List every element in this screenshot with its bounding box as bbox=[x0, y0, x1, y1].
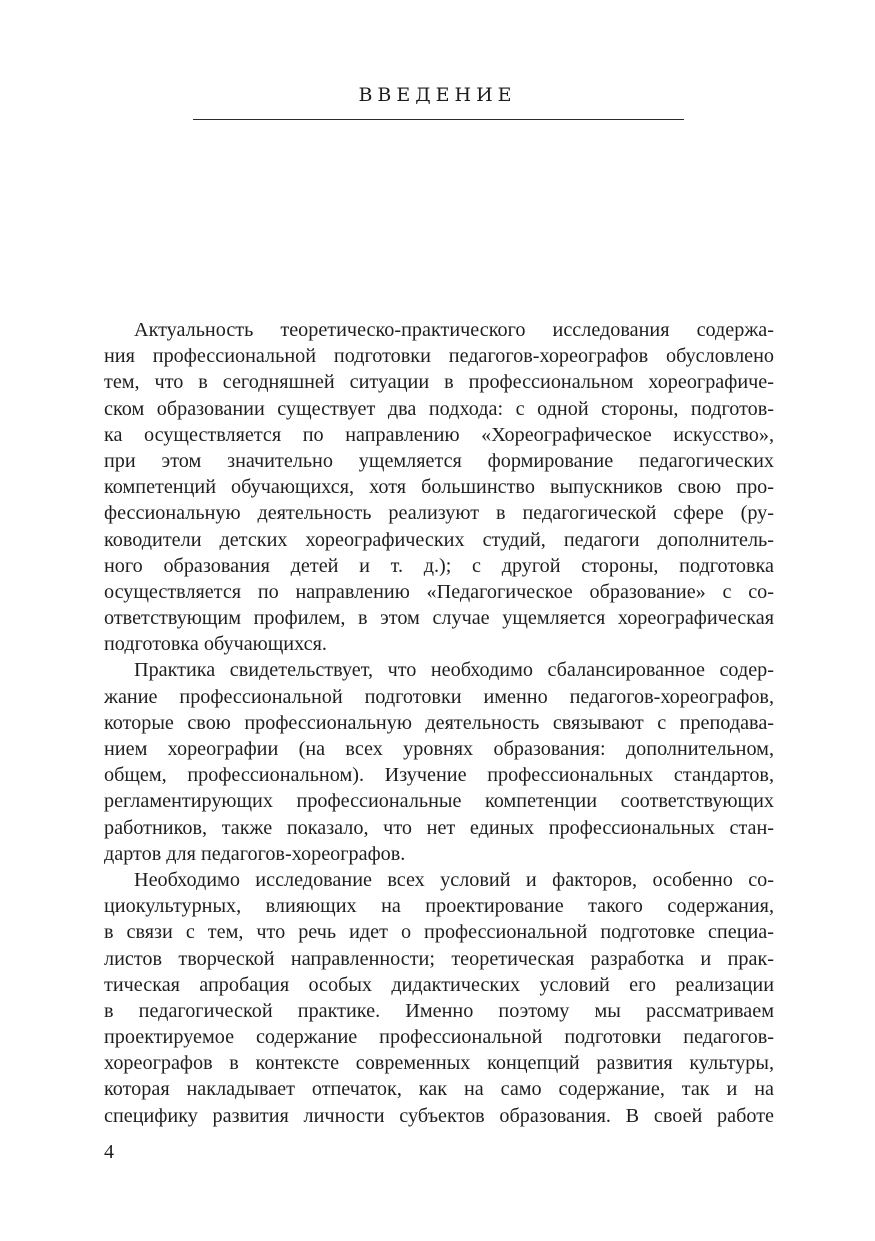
title-underline-rule bbox=[193, 119, 684, 120]
text-line: хореографов в контексте современных концепций развития культуры, bbox=[104, 1052, 774, 1075]
text-line: ного образования детей и т. д.); с другой стороны, подготовка bbox=[104, 554, 774, 577]
text-line: проектируемое содержание профессиональной подготовки педагогов- bbox=[104, 1026, 774, 1049]
text-line: в педагогической практике. Именно поэтому мы рассматриваем bbox=[104, 999, 774, 1022]
text-line: ководители детских хореографических студий, педагоги дополнитель- bbox=[104, 528, 774, 551]
text-line: работников, также показало, что нет единых профессиональных стан- bbox=[104, 816, 774, 839]
page-number: 4 bbox=[104, 1141, 114, 1163]
text-line: циокультурных, влияющих на проектирование такого содержания, bbox=[104, 895, 774, 918]
text-line: компетенций обучающихся, хотя большинство выпускников свою про- bbox=[104, 476, 774, 499]
text-line: нием хореографии (на всех уровнях образования: дополнительном, bbox=[104, 738, 774, 760]
text-line: общем, профессиональном). Изучение профессиональных стандартов, bbox=[104, 764, 774, 787]
text-line: ском образовании существует два подхода: с одной стороны, подготов- bbox=[104, 397, 774, 420]
text-line: дартов для педагогов-хореографов. bbox=[104, 842, 406, 865]
text-line: Практика свидетельствует, что необходимо сбалансированное содер- bbox=[134, 659, 774, 682]
text-line: Необходимо исследование всех условий и факторов, особенно со- bbox=[134, 868, 774, 891]
text-line: ния профессиональной подготовки педагогов-хореографов обусловлено bbox=[104, 345, 774, 368]
text-line: которые свою профессиональную деятельность связывают с преподава- bbox=[104, 711, 774, 734]
text-line: Актуальность теоретическо-практического исследования содержа- bbox=[134, 319, 774, 341]
text-line: которая накладывает отпечаток, как на само содержание, так и на bbox=[104, 1078, 774, 1101]
text-line: тическая апробация особых дидактических условий его реализации bbox=[104, 973, 774, 996]
text-line: регламентирующих профессиональные компетенции соответствующих bbox=[104, 790, 774, 813]
text-line: в связи с тем, что речь идет о профессиональной подготовке специа- bbox=[104, 921, 774, 944]
text-line: листов творческой направленности; теоретическая разработка и прак- bbox=[104, 947, 774, 970]
chapter-title: ВВЕДЕНИЕ bbox=[358, 84, 517, 106]
text-line: фессиональную деятельность реализуют в педагогической сфере (ру- bbox=[104, 502, 774, 525]
text-line: жание профессиональной подготовки именно педагогов-хореографов, bbox=[104, 685, 774, 708]
text-line: подготовка обучающихся. bbox=[104, 633, 327, 656]
text-line: при этом значительно ущемляется формирование педагогических bbox=[104, 449, 774, 472]
text-line: осуществляется по направлению «Педагогическое образование» с со- bbox=[104, 580, 774, 603]
text-line: ответствующим профилем, в этом случае ущемляется хореографическая bbox=[104, 607, 774, 630]
text-line: ка осуществляется по направлению «Хореографическое искусство», bbox=[104, 423, 774, 446]
text-line: тем, что в сегодняшней ситуации в профессиональном хореографиче- bbox=[104, 371, 774, 394]
body-text bbox=[104, 317, 774, 1129]
text-line: специфику развития личности субъектов образования. В своей работе bbox=[104, 1104, 774, 1127]
